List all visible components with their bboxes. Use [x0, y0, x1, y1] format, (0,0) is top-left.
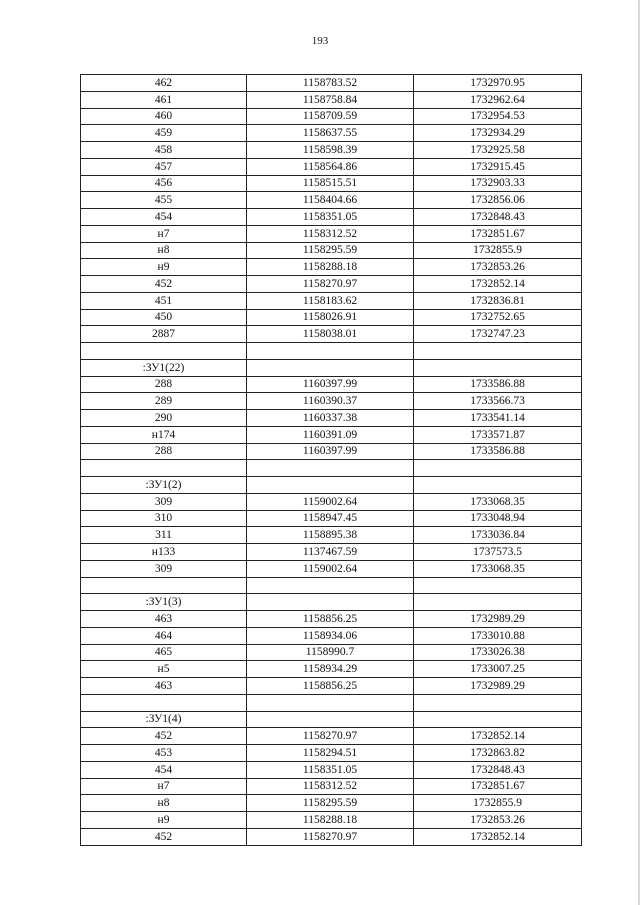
point-cell: 459 [81, 125, 247, 142]
x-coordinate-cell [247, 711, 414, 728]
table-row [81, 611, 582, 628]
x-coordinate-cell: 1160397.99 [247, 443, 414, 460]
point-cell: н8 [81, 795, 247, 812]
table-row [81, 292, 582, 309]
y-coordinate-cell: 1733010.88 [414, 627, 582, 644]
table-row [81, 376, 582, 393]
table-row [81, 410, 582, 427]
table-row [81, 745, 582, 762]
x-coordinate-cell: 1158934.29 [247, 661, 414, 678]
x-coordinate-cell: 1158270.97 [247, 276, 414, 293]
point-cell: 462 [81, 75, 247, 92]
x-coordinate-cell: 1158026.91 [247, 309, 414, 326]
y-coordinate-cell [414, 594, 582, 611]
x-coordinate-cell: 1160390.37 [247, 393, 414, 410]
table-row [81, 510, 582, 527]
point-cell: 288 [81, 443, 247, 460]
y-coordinate-cell: 1732852.14 [414, 828, 582, 845]
point-cell [81, 460, 247, 477]
point-cell: :ЗУ1(22) [81, 359, 247, 376]
table-row [81, 75, 582, 92]
point-cell: 464 [81, 627, 247, 644]
y-coordinate-cell: 1732853.26 [414, 259, 582, 276]
x-coordinate-cell: 1158038.01 [247, 326, 414, 343]
y-coordinate-cell [414, 577, 582, 594]
table-row [81, 778, 582, 795]
y-coordinate-cell: 1733586.88 [414, 376, 582, 393]
x-coordinate-cell: 1158295.59 [247, 795, 414, 812]
x-coordinate-cell: 1158288.18 [247, 259, 414, 276]
table-row [81, 393, 582, 410]
point-cell: 456 [81, 175, 247, 192]
table-row [81, 795, 582, 812]
point-cell: 460 [81, 108, 247, 125]
x-coordinate-cell: 1137467.59 [247, 544, 414, 561]
point-cell: н8 [81, 242, 247, 259]
table-row [81, 627, 582, 644]
point-cell: 463 [81, 611, 247, 628]
table-row [81, 560, 582, 577]
table-row [81, 694, 582, 711]
table-row [81, 276, 582, 293]
point-cell: 289 [81, 393, 247, 410]
y-coordinate-cell [414, 711, 582, 728]
point-cell: 452 [81, 276, 247, 293]
y-coordinate-cell: 1732934.29 [414, 125, 582, 142]
x-coordinate-cell [247, 460, 414, 477]
x-coordinate-cell [247, 694, 414, 711]
table-row [81, 343, 582, 360]
table-row [81, 326, 582, 343]
table-row [81, 761, 582, 778]
y-coordinate-cell [414, 359, 582, 376]
page-number: 193 [311, 35, 329, 47]
y-coordinate-cell: 1732851.67 [414, 778, 582, 795]
y-coordinate-cell: 1732863.82 [414, 745, 582, 762]
x-coordinate-cell: 1158515.51 [247, 175, 414, 192]
y-coordinate-cell: 1732856.06 [414, 192, 582, 209]
point-cell: 288 [81, 376, 247, 393]
x-coordinate-cell: 1158598.39 [247, 142, 414, 159]
point-cell: 453 [81, 745, 247, 762]
table-row [81, 828, 582, 845]
x-coordinate-cell: 1159002.64 [247, 560, 414, 577]
x-coordinate-cell: 1158758.84 [247, 91, 414, 108]
coordinates-table [80, 74, 582, 846]
y-coordinate-cell [414, 694, 582, 711]
point-cell: :ЗУ1(2) [81, 477, 247, 494]
y-coordinate-cell: 1732752.65 [414, 309, 582, 326]
table-row [81, 175, 582, 192]
table-row [81, 158, 582, 175]
point-cell: н9 [81, 812, 247, 829]
point-cell: 465 [81, 644, 247, 661]
y-coordinate-cell: 1732852.14 [414, 728, 582, 745]
y-coordinate-cell: 1732903.33 [414, 175, 582, 192]
y-coordinate-cell: 1732855.9 [414, 242, 582, 259]
x-coordinate-cell: 1158856.25 [247, 678, 414, 695]
table-row [81, 644, 582, 661]
y-coordinate-cell: 1733586.88 [414, 443, 582, 460]
y-coordinate-cell: 1737573.5 [414, 544, 582, 561]
table-row [81, 544, 582, 561]
x-coordinate-cell [247, 359, 414, 376]
point-cell: н7 [81, 225, 247, 242]
point-cell: 311 [81, 527, 247, 544]
x-coordinate-cell [247, 343, 414, 360]
y-coordinate-cell: 1732925.58 [414, 142, 582, 159]
point-cell: н174 [81, 426, 247, 443]
y-coordinate-cell [414, 460, 582, 477]
x-coordinate-cell: 1158294.51 [247, 745, 414, 762]
table-row [81, 678, 582, 695]
x-coordinate-cell: 1158351.05 [247, 209, 414, 226]
point-cell: 309 [81, 493, 247, 510]
y-coordinate-cell: 1732853.26 [414, 812, 582, 829]
y-coordinate-cell: 1733571.87 [414, 426, 582, 443]
x-coordinate-cell: 1158947.45 [247, 510, 414, 527]
x-coordinate-cell: 1158404.66 [247, 192, 414, 209]
point-cell [81, 694, 247, 711]
y-coordinate-cell: 1732747.23 [414, 326, 582, 343]
x-coordinate-cell: 1158270.97 [247, 728, 414, 745]
table-row [81, 242, 582, 259]
y-coordinate-cell: 1733566.73 [414, 393, 582, 410]
y-coordinate-cell: 1732852.14 [414, 276, 582, 293]
x-coordinate-cell: 1158564.86 [247, 158, 414, 175]
table-row [81, 577, 582, 594]
table-row [81, 142, 582, 159]
y-coordinate-cell: 1733068.35 [414, 493, 582, 510]
y-coordinate-cell: 1733036.84 [414, 527, 582, 544]
table-row [81, 192, 582, 209]
x-coordinate-cell: 1158183.62 [247, 292, 414, 309]
y-coordinate-cell: 1732954.53 [414, 108, 582, 125]
point-cell: 451 [81, 292, 247, 309]
x-coordinate-cell: 1158709.59 [247, 108, 414, 125]
y-coordinate-cell: 1732848.43 [414, 761, 582, 778]
x-coordinate-cell: 1160397.99 [247, 376, 414, 393]
point-cell: 457 [81, 158, 247, 175]
table-row [81, 108, 582, 125]
table-row [81, 460, 582, 477]
table-row [81, 812, 582, 829]
table-row [81, 728, 582, 745]
table-row [81, 91, 582, 108]
y-coordinate-cell: 1732962.64 [414, 91, 582, 108]
y-coordinate-cell: 1732989.29 [414, 678, 582, 695]
point-cell: 452 [81, 728, 247, 745]
x-coordinate-cell [247, 577, 414, 594]
point-cell: 455 [81, 192, 247, 209]
coordinates-table-body [81, 75, 582, 846]
y-coordinate-cell [414, 343, 582, 360]
y-coordinate-cell: 1732848.43 [414, 209, 582, 226]
table-row [81, 527, 582, 544]
x-coordinate-cell: 1160391.09 [247, 426, 414, 443]
x-coordinate-cell: 1158783.52 [247, 75, 414, 92]
table-row [81, 711, 582, 728]
x-coordinate-cell: 1158990.7 [247, 644, 414, 661]
point-cell: 458 [81, 142, 247, 159]
table-row [81, 259, 582, 276]
x-coordinate-cell: 1158637.55 [247, 125, 414, 142]
table-row [81, 594, 582, 611]
x-coordinate-cell: 1158288.18 [247, 812, 414, 829]
y-coordinate-cell: 1733007.25 [414, 661, 582, 678]
x-coordinate-cell: 1158934.06 [247, 627, 414, 644]
table-row [81, 661, 582, 678]
y-coordinate-cell: 1733068.35 [414, 560, 582, 577]
point-cell: :ЗУ1(3) [81, 594, 247, 611]
y-coordinate-cell [414, 477, 582, 494]
x-coordinate-cell: 1158351.05 [247, 761, 414, 778]
y-coordinate-cell: 1732970.95 [414, 75, 582, 92]
table-row [81, 493, 582, 510]
y-coordinate-cell: 1733541.14 [414, 410, 582, 427]
y-coordinate-cell: 1733048.94 [414, 510, 582, 527]
table-row [81, 426, 582, 443]
point-cell: н133 [81, 544, 247, 561]
table-row [81, 309, 582, 326]
table-row [81, 209, 582, 226]
y-coordinate-cell: 1732855.9 [414, 795, 582, 812]
point-cell: 463 [81, 678, 247, 695]
x-coordinate-cell [247, 477, 414, 494]
table-row [81, 359, 582, 376]
x-coordinate-cell: 1158312.52 [247, 225, 414, 242]
x-coordinate-cell: 1158895.38 [247, 527, 414, 544]
x-coordinate-cell: 1158295.59 [247, 242, 414, 259]
y-coordinate-cell: 1733026.38 [414, 644, 582, 661]
table-row [81, 125, 582, 142]
x-coordinate-cell [247, 594, 414, 611]
point-cell [81, 343, 247, 360]
point-cell: 461 [81, 91, 247, 108]
point-cell: 454 [81, 761, 247, 778]
point-cell [81, 577, 247, 594]
point-cell: 452 [81, 828, 247, 845]
x-coordinate-cell: 1159002.64 [247, 493, 414, 510]
y-coordinate-cell: 1732836.81 [414, 292, 582, 309]
x-coordinate-cell: 1158270.97 [247, 828, 414, 845]
y-coordinate-cell: 1732851.67 [414, 225, 582, 242]
point-cell: н9 [81, 259, 247, 276]
y-coordinate-cell: 1732989.29 [414, 611, 582, 628]
point-cell: 450 [81, 309, 247, 326]
point-cell: н5 [81, 661, 247, 678]
point-cell: 454 [81, 209, 247, 226]
point-cell: 309 [81, 560, 247, 577]
x-coordinate-cell: 1160337.38 [247, 410, 414, 427]
point-cell: :ЗУ1(4) [81, 711, 247, 728]
point-cell: 310 [81, 510, 247, 527]
point-cell: н7 [81, 778, 247, 795]
x-coordinate-cell: 1158856.25 [247, 611, 414, 628]
table-row [81, 225, 582, 242]
point-cell: 2887 [81, 326, 247, 343]
table-row [81, 443, 582, 460]
table-row [81, 477, 582, 494]
y-coordinate-cell: 1732915.45 [414, 158, 582, 175]
point-cell: 290 [81, 410, 247, 427]
x-coordinate-cell: 1158312.52 [247, 778, 414, 795]
